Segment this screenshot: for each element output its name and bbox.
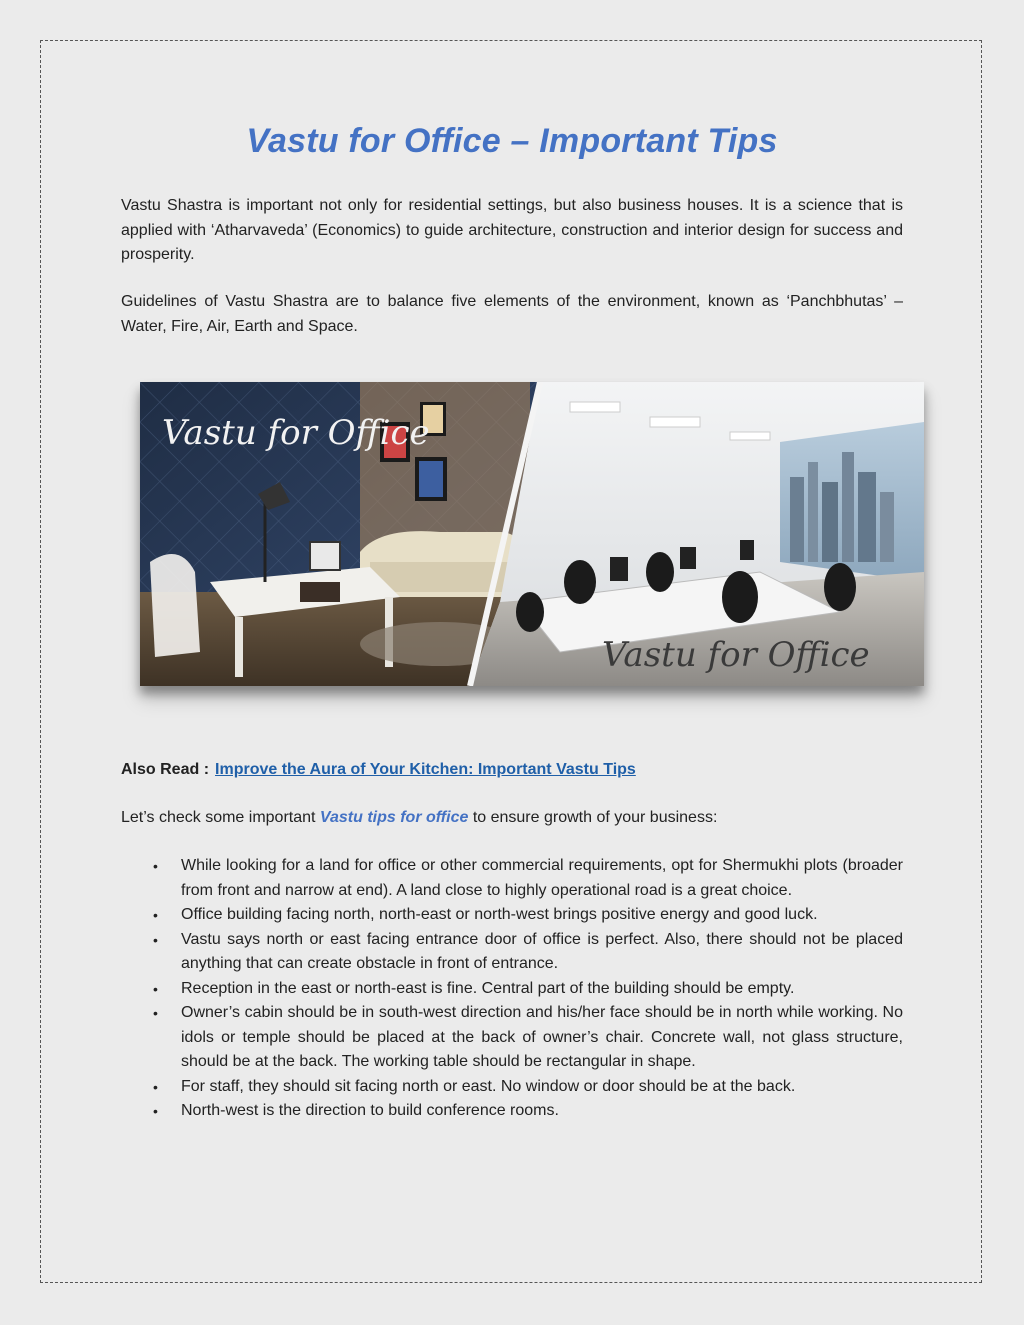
tips-intro-before: Let’s check some important xyxy=(121,809,320,826)
list-item-text: Vastu says north or east facing entrance door of office is perfect. Also, there should not be placed anything that can create obstacle in front of entrance. xyxy=(181,930,903,972)
intro-paragraph-2: Guidelines of Vastu Shastra are to balance five elements of the environment, known as ‘Panchbhutas’ – Water, Fire, Air, Earth and Space. xyxy=(121,293,903,335)
list-item xyxy=(121,1075,903,1100)
list-item xyxy=(121,928,903,977)
also-read xyxy=(121,758,636,782)
bullet-icon: • xyxy=(153,931,158,948)
bullet-icon: • xyxy=(153,858,158,874)
bullet-icon: • xyxy=(153,907,158,923)
list-item-text: While looking for a land for office or other commercial requirements, opt for Shermukhi plots (broader from front and narrow at end). A land close to highly operational road is a great choice. xyxy=(181,857,903,899)
intro-paragraph-1: Vastu Shastra is important not only for residential settings, but also business houses. It is a science that is applied with ‘Atharvaveda’ (Economics) to guide architecture, construction and interior design for success and prosperity. xyxy=(121,197,903,263)
list-item xyxy=(121,977,903,1002)
bullet-icon: • xyxy=(153,1078,158,1095)
also-read-link[interactable]: Improve the Aura of Your Kitchen: Important Vastu Tips xyxy=(215,761,636,778)
banner-caption-bottom: Vastu for Office xyxy=(602,635,870,675)
list-item-text: Office building facing north, north-east or north-west brings positive energy and good luck. xyxy=(181,906,818,923)
page-title: Vastu for Office – Important Tips xyxy=(246,122,778,160)
banner-caption-top: Vastu for Office xyxy=(162,413,430,453)
list-item xyxy=(121,854,903,903)
list-item-text: Owner’s cabin should be in south-west direction and his/her face should be in north while working. No idols or temple should be placed at the back of owner’s chair. Concrete wall, not glass structure, should be at the back. The working table should be rectangular in shape. xyxy=(181,1004,903,1070)
bullet-icon: • xyxy=(153,980,158,997)
tips-intro xyxy=(121,806,717,830)
bullet-icon: • xyxy=(153,1103,158,1119)
tips-intro-highlight: Vastu tips for office xyxy=(319,809,469,826)
list-item xyxy=(121,903,903,928)
list-item-text: Reception in the east or north-east is fine. Central part of the building should be empty. xyxy=(181,979,795,997)
tips-list xyxy=(121,854,903,1124)
list-item-text: North-west is the direction to build conference rooms. xyxy=(181,1102,559,1119)
office-banner-image xyxy=(140,382,924,686)
list-item xyxy=(121,1001,903,1075)
bullet-icon: • xyxy=(153,1005,158,1021)
tips-intro-after: to ensure growth of your business: xyxy=(468,809,718,826)
also-read-label: Also Read : xyxy=(121,761,210,778)
list-item xyxy=(121,1099,903,1124)
list-item-text: For staff, they should sit facing north or east. No window or door should be at the back. xyxy=(181,1077,796,1095)
